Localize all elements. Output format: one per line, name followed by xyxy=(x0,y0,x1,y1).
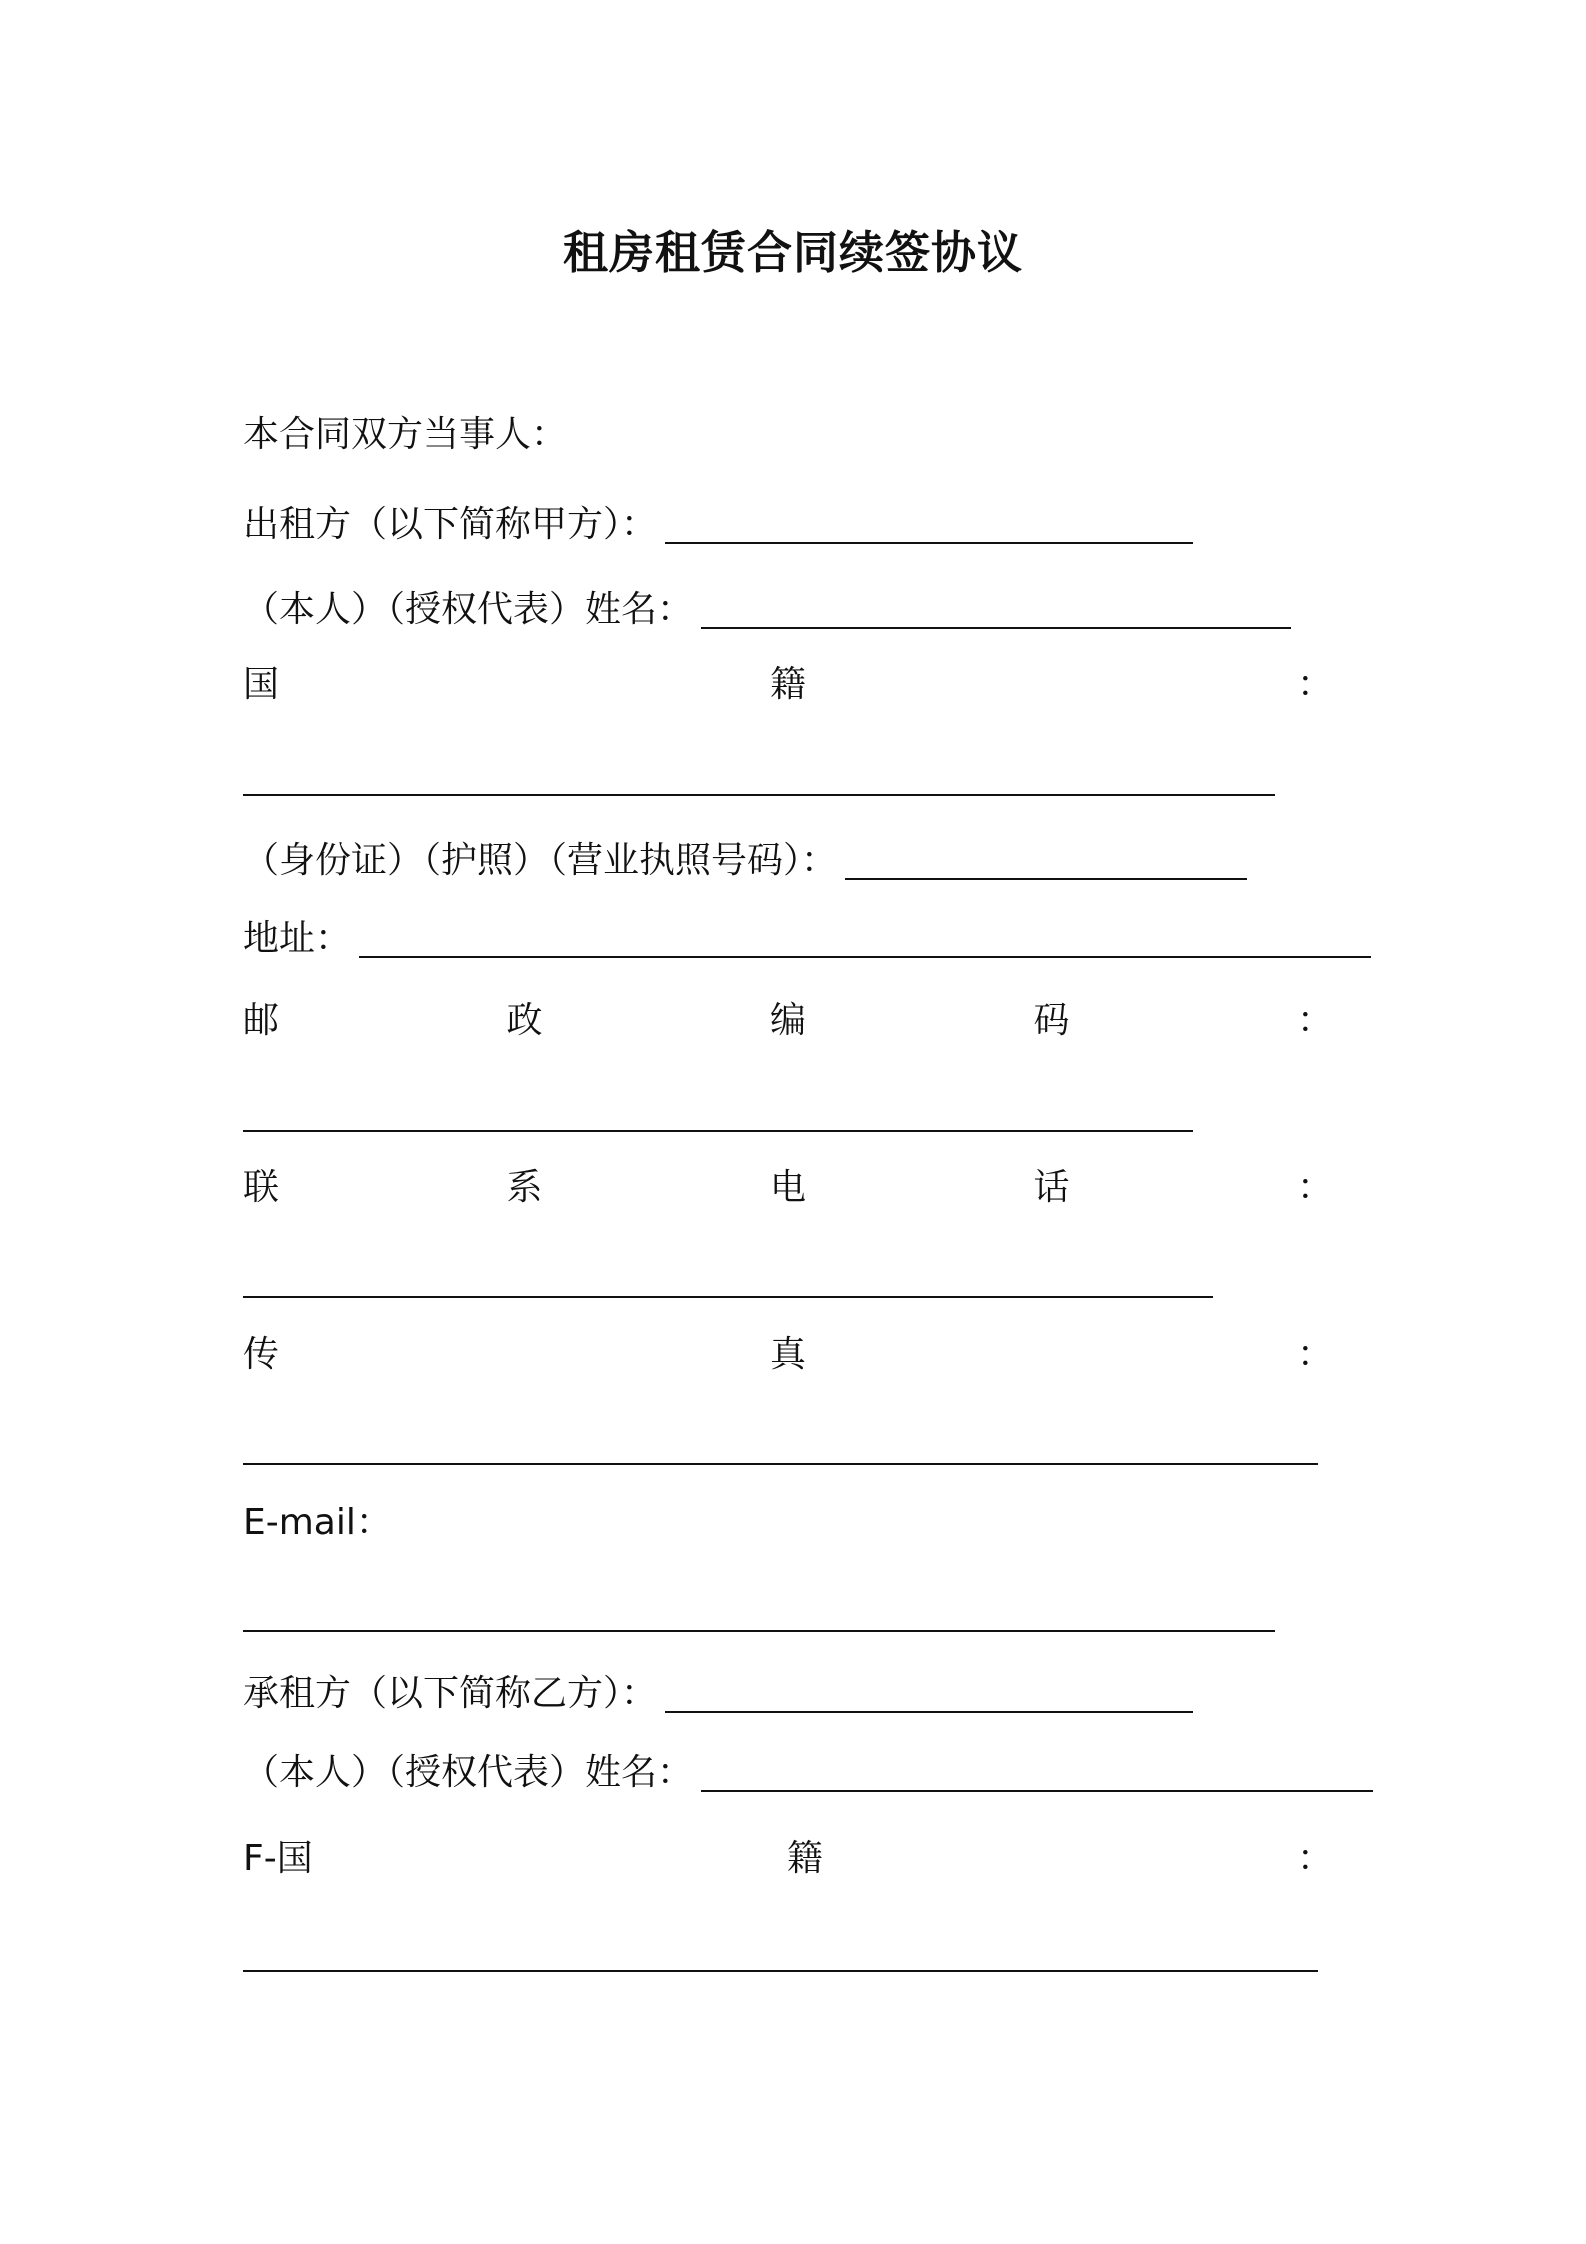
lessor-name-row xyxy=(243,585,1291,635)
lessee-name-row xyxy=(243,1748,1373,1798)
fax-blank[interactable] xyxy=(243,1463,1318,1465)
document-title: 租房租赁合同续签协议 xyxy=(562,226,1023,279)
id-label: （身份证）（护照）（营业执照号码）： xyxy=(243,840,838,881)
nationality-blank[interactable] xyxy=(243,794,1275,796)
fax-row xyxy=(243,1330,1333,1380)
lessor-label: 出租方（以下简称甲方）： xyxy=(243,504,658,545)
email-blank[interactable] xyxy=(243,1630,1275,1632)
nationality-colon: ： xyxy=(1296,664,1333,705)
nationality-b-char-1: F-国 xyxy=(243,1838,313,1879)
postcode-char-1: 邮 xyxy=(243,1000,280,1041)
nationality-b-char-2: 籍 xyxy=(786,1838,823,1879)
email-label: E-mail： xyxy=(243,1502,392,1543)
address-row xyxy=(243,914,1371,964)
lessee-name-blank[interactable] xyxy=(701,1750,1373,1792)
lessee-name-label: （本人）（授权代表）姓名： xyxy=(243,1752,694,1793)
id-blank[interactable] xyxy=(845,838,1247,880)
lessor-name-label: （本人）（授权代表）姓名： xyxy=(243,589,694,630)
fax-char-1: 传 xyxy=(243,1334,280,1375)
id-row xyxy=(243,836,1247,886)
phone-char-4: 话 xyxy=(1033,1167,1070,1208)
fax-colon: ： xyxy=(1296,1334,1333,1375)
address-label: 地址： xyxy=(243,918,352,959)
nationality-row xyxy=(243,660,1333,710)
address-blank[interactable] xyxy=(359,916,1371,958)
phone-blank[interactable] xyxy=(243,1296,1213,1298)
postcode-char-2: 政 xyxy=(506,1000,543,1041)
lessee-label: 承租方（以下简称乙方）： xyxy=(243,1673,658,1714)
lessor-blank[interactable] xyxy=(665,502,1193,544)
lessor-name-blank[interactable] xyxy=(701,587,1291,629)
lessee-blank[interactable] xyxy=(665,1671,1193,1713)
lessor-row xyxy=(243,500,1193,550)
nationality-b-row xyxy=(243,1834,1333,1884)
postcode-char-4: 码 xyxy=(1033,1000,1070,1041)
phone-colon: ： xyxy=(1296,1167,1333,1208)
postcode-row xyxy=(243,996,1333,1046)
postcode-blank[interactable] xyxy=(243,1130,1193,1132)
nationality-b-blank[interactable] xyxy=(243,1970,1318,1972)
fax-char-2: 真 xyxy=(769,1334,806,1375)
phone-char-3: 电 xyxy=(769,1167,806,1208)
phone-char-2: 系 xyxy=(506,1167,543,1208)
postcode-char-3: 编 xyxy=(769,1000,806,1041)
phone-row xyxy=(243,1163,1333,1213)
nationality-b-colon: ： xyxy=(1296,1838,1333,1879)
nationality-char-2: 籍 xyxy=(769,664,806,705)
nationality-char-1: 国 xyxy=(243,664,280,705)
parties-heading: 本合同双方当事人： xyxy=(243,414,568,455)
phone-char-1: 联 xyxy=(243,1167,280,1208)
postcode-colon: ： xyxy=(1296,1000,1333,1041)
lessee-row xyxy=(243,1669,1193,1719)
